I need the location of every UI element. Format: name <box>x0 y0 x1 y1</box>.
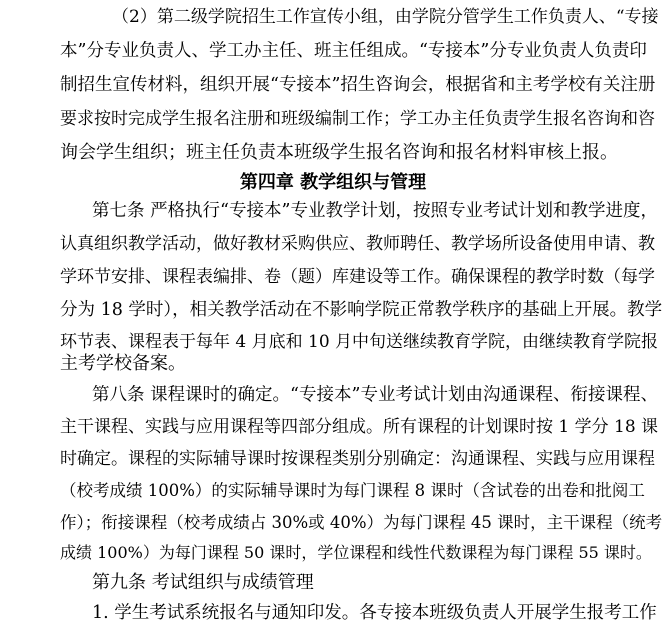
article-heading: 第九条 考试组织与成绩管理 <box>92 572 314 593</box>
article-line: 第七条 严格执行“专接本”专业教学计划，按照专业考试计划和教学进度， <box>92 201 658 221</box>
article-line: 分为 18 学时），相关教学活动在不影响学院正常教学秩序的基础上开展。教学 <box>60 300 663 320</box>
article-line: （校考成绩 100%）的实际辅导课时为每门课程 8 课时（含试卷的出卷和批阅工 <box>60 481 645 500</box>
article-line: 认真组织教学活动，做好教材采购供应、教师聘任、教学场所设备使用申请、教 <box>60 234 655 254</box>
paragraph-line: 制招生宣传材料，组织开展“专接本”招生咨询会，根据省和主考学校有关注册 <box>60 75 656 95</box>
article-line: 主考学校备案。 <box>60 353 186 374</box>
article-line: 成绩 100%）为每门课程 50 课时，学位课程和线性代数课程为每门课程 55 课时。 <box>60 543 652 562</box>
article-line: 学环节安排、课程表编排、卷（题）库建设等工作。确保课程的教学时数（每学 <box>60 267 655 287</box>
article-line: 环节表、课程表于每年 4 月底和 10 月中旬送继续教育学院，由继续教育学院报 <box>60 332 659 352</box>
chapter-heading: 第四章 教学组织与管理 <box>239 172 427 193</box>
list-item: 1. 学生考试系统报名与通知印发。各专接本班级负责人开展学生报考工作 <box>92 603 657 623</box>
article-line: 时确定。课程的实际辅导课时按课程类别分别确定：沟通课程、实践与应用课程 <box>60 449 655 469</box>
paragraph-line: （2）第二级学院招生工作宣传小组，由学院分管学生工作负责人、“专接 <box>112 7 659 27</box>
article-line: 第八条 课程课时的确定。“专接本”专业考试计划由沟通课程、衔接课程、 <box>92 385 658 405</box>
article-line: 作）；衔接课程（校考成绩占 30%或 40%）为每门课程 45 课时，主干课程（统考 <box>60 513 663 532</box>
paragraph-line: 询会学生组织；班主任负责本班级学生报名咨询和报名材料审核上报。 <box>60 142 618 163</box>
article-line: 主干课程、实践与应用课程等四部分组成。所有课程的计划课时按 1 学分 18 课 <box>60 417 659 437</box>
paragraph-line: 本”分专业负责人、学工办主任、班主任组成。“专接本”分专业负责人负责印 <box>60 41 647 61</box>
paragraph-line: 要求按时完成学生报名注册和班级编制工作；学工办主任负责学生报名咨询和咨 <box>60 109 655 129</box>
